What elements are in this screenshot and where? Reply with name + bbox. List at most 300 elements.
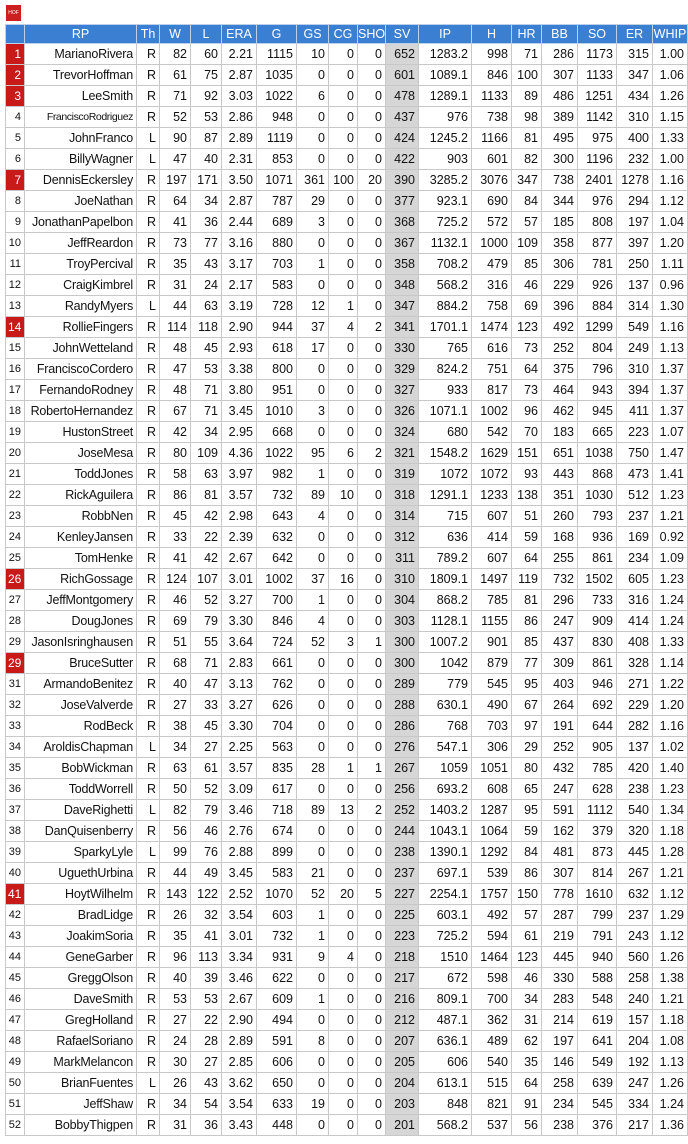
rank-cell: 51 [6, 1094, 25, 1115]
home-runs-cell: 109 [512, 233, 542, 254]
wins-cell: 124 [160, 569, 191, 590]
losses-cell: 53 [191, 359, 222, 380]
pitcher-name: TomHenke [25, 548, 137, 569]
pitcher-name: JoseMesa [25, 443, 137, 464]
innings-pitched-cell: 1289.1 [419, 86, 472, 107]
saves-cell: 204 [386, 1073, 419, 1094]
saves-cell: 225 [386, 905, 419, 926]
hits-cell: 306 [472, 737, 512, 758]
table-row[interactable] [6, 926, 688, 947]
saves-cell: 311 [386, 548, 419, 569]
header-gs[interactable]: GS [297, 25, 329, 44]
header-w[interactable]: W [160, 25, 191, 44]
pitcher-name: ArmandoBenitez [25, 674, 137, 695]
games-started-cell: 17 [297, 338, 329, 359]
rank-cell: 17 [6, 380, 25, 401]
era-cell: 3.13 [222, 674, 257, 695]
wins-cell: 52 [160, 107, 191, 128]
table-row[interactable] [6, 800, 688, 821]
wins-cell: 41 [160, 212, 191, 233]
walks-cell: 219 [542, 926, 578, 947]
innings-pitched-cell: 547.1 [419, 737, 472, 758]
earned-runs-cell: 314 [617, 296, 653, 317]
saves-cell: 223 [386, 926, 419, 947]
home-runs-cell: 56 [512, 1115, 542, 1136]
earned-runs-cell: 605 [617, 569, 653, 590]
hits-cell: 489 [472, 1031, 512, 1052]
complete-games-cell: 0 [329, 359, 358, 380]
complete-games-cell: 0 [329, 905, 358, 926]
header-rp[interactable]: RP [25, 25, 137, 44]
table-row[interactable] [6, 128, 688, 149]
games-cell: 674 [257, 821, 297, 842]
table-row[interactable] [6, 1052, 688, 1073]
strikeouts-cell: 861 [578, 653, 617, 674]
era-cell: 2.85 [222, 1052, 257, 1073]
table-row[interactable] [6, 674, 688, 695]
throws-cell: R [137, 212, 160, 233]
innings-pitched-cell: 1042 [419, 653, 472, 674]
games-started-cell: 0 [297, 1010, 329, 1031]
hits-cell: 846 [472, 65, 512, 86]
wins-cell: 40 [160, 674, 191, 695]
losses-cell: 22 [191, 1010, 222, 1031]
rank-cell: 49 [6, 1052, 25, 1073]
saves-cell: 310 [386, 569, 419, 590]
hits-cell: 316 [472, 275, 512, 296]
losses-cell: 61 [191, 758, 222, 779]
losses-cell: 81 [191, 485, 222, 506]
games-started-cell: 9 [297, 947, 329, 968]
complete-games-cell: 0 [329, 737, 358, 758]
header-rank[interactable] [6, 25, 25, 44]
table-row[interactable] [6, 779, 688, 800]
games-started-cell: 0 [297, 653, 329, 674]
shutouts-cell: 0 [358, 737, 386, 758]
header-sho[interactable]: SHO [358, 25, 386, 44]
era-cell: 3.09 [222, 779, 257, 800]
complete-games-cell: 0 [329, 821, 358, 842]
era-cell: 2.67 [222, 989, 257, 1010]
shutouts-cell: 0 [358, 947, 386, 968]
table-row[interactable] [6, 254, 688, 275]
table-row[interactable] [6, 569, 688, 590]
table-row[interactable] [6, 485, 688, 506]
whip-cell: 1.30 [653, 296, 688, 317]
hits-cell: 1072 [472, 464, 512, 485]
table-row[interactable] [6, 842, 688, 863]
earned-runs-cell: 237 [617, 506, 653, 527]
header-era[interactable]: ERA [222, 25, 257, 44]
whip-cell: 1.38 [653, 968, 688, 989]
saves-cell: 216 [386, 989, 419, 1010]
table-row[interactable] [6, 401, 688, 422]
rank-cell: 7 [6, 170, 25, 191]
whip-cell: 1.18 [653, 1010, 688, 1031]
table-row[interactable] [6, 170, 688, 191]
hits-cell: 542 [472, 422, 512, 443]
losses-cell: 76 [191, 842, 222, 863]
shutouts-cell: 20 [358, 170, 386, 191]
shutouts-cell: 0 [358, 212, 386, 233]
table-row[interactable] [6, 695, 688, 716]
throws-cell: R [137, 380, 160, 401]
strikeouts-cell: 936 [578, 527, 617, 548]
table-row[interactable] [6, 233, 688, 254]
games-started-cell: 37 [297, 317, 329, 338]
header-bb[interactable]: BB [542, 25, 578, 44]
strikeouts-cell: 975 [578, 128, 617, 149]
header-g[interactable]: G [257, 25, 297, 44]
wins-cell: 38 [160, 716, 191, 737]
rank-cell: 20 [6, 443, 25, 464]
complete-games-cell: 0 [329, 380, 358, 401]
table-row[interactable] [6, 86, 688, 107]
whip-cell: 1.09 [653, 548, 688, 569]
wins-cell: 34 [160, 1094, 191, 1115]
home-runs-cell: 84 [512, 842, 542, 863]
innings-pitched-cell: 809.1 [419, 989, 472, 1010]
header-cg[interactable]: CG [329, 25, 358, 44]
innings-pitched-cell: 824.2 [419, 359, 472, 380]
complete-games-cell: 1 [329, 758, 358, 779]
losses-cell: 63 [191, 296, 222, 317]
header-h[interactable]: H [472, 25, 512, 44]
innings-pitched-cell: 693.2 [419, 779, 472, 800]
table-row[interactable] [6, 548, 688, 569]
header-sv[interactable]: SV [386, 25, 419, 44]
era-cell: 2.76 [222, 821, 257, 842]
era-cell: 2.87 [222, 65, 257, 86]
hits-cell: 479 [472, 254, 512, 275]
wins-cell: 99 [160, 842, 191, 863]
table-row[interactable] [6, 1094, 688, 1115]
rank-cell: 15 [6, 338, 25, 359]
home-runs-cell: 59 [512, 821, 542, 842]
strikeouts-cell: 379 [578, 821, 617, 842]
table-row[interactable] [6, 1115, 688, 1136]
rank-cell: 31 [6, 674, 25, 695]
games-started-cell: 1 [297, 989, 329, 1010]
innings-pitched-cell: 1548.2 [419, 443, 472, 464]
table-row[interactable] [6, 758, 688, 779]
games-started-cell: 0 [297, 128, 329, 149]
table-row[interactable] [6, 359, 688, 380]
earned-runs-cell: 249 [617, 338, 653, 359]
walks-cell: 183 [542, 422, 578, 443]
era-cell: 3.50 [222, 170, 257, 191]
losses-cell: 71 [191, 380, 222, 401]
home-runs-cell: 46 [512, 275, 542, 296]
earned-runs-cell: 411 [617, 401, 653, 422]
header-th[interactable]: Th [137, 25, 160, 44]
era-cell: 3.19 [222, 296, 257, 317]
table-body [6, 44, 688, 1136]
table-row[interactable] [6, 275, 688, 296]
earned-runs-cell: 328 [617, 653, 653, 674]
innings-pitched-cell: 1701.1 [419, 317, 472, 338]
games-cell: 718 [257, 800, 297, 821]
whip-cell: 1.16 [653, 716, 688, 737]
table-row[interactable] [6, 1031, 688, 1052]
table-row[interactable] [6, 884, 688, 905]
games-cell: 787 [257, 191, 297, 212]
header-so[interactable]: SO [578, 25, 617, 44]
header-whip[interactable]: WHIP [653, 25, 688, 44]
wins-cell: 53 [160, 989, 191, 1010]
table-row[interactable] [6, 149, 688, 170]
table-row[interactable] [6, 422, 688, 443]
shutouts-cell: 0 [358, 842, 386, 863]
table-row[interactable] [6, 590, 688, 611]
throws-cell: R [137, 44, 160, 65]
throws-cell: R [137, 422, 160, 443]
earned-runs-cell: 434 [617, 86, 653, 107]
era-cell: 2.44 [222, 212, 257, 233]
table-row[interactable] [6, 443, 688, 464]
table-row[interactable] [6, 380, 688, 401]
home-runs-cell: 151 [512, 443, 542, 464]
games-cell: 1071 [257, 170, 297, 191]
table-row[interactable] [6, 191, 688, 212]
table-row[interactable] [6, 464, 688, 485]
shutouts-cell: 0 [358, 86, 386, 107]
innings-pitched-cell: 923.1 [419, 191, 472, 212]
wins-cell: 143 [160, 884, 191, 905]
innings-pitched-cell: 848 [419, 1094, 472, 1115]
innings-pitched-cell: 708.2 [419, 254, 472, 275]
era-cell: 3.27 [222, 695, 257, 716]
strikeouts-cell: 545 [578, 1094, 617, 1115]
table-row[interactable] [6, 1010, 688, 1031]
innings-pitched-cell: 568.2 [419, 1115, 472, 1136]
home-runs-cell: 73 [512, 338, 542, 359]
earned-runs-cell: 310 [617, 359, 653, 380]
rank-cell: 29 [6, 653, 25, 674]
table-row[interactable] [6, 611, 688, 632]
hits-cell: 703 [472, 716, 512, 737]
throws-cell: L [137, 842, 160, 863]
table-row[interactable] [6, 716, 688, 737]
strikeouts-cell: 1610 [578, 884, 617, 905]
saves-cell: 424 [386, 128, 419, 149]
rank-cell: 27 [6, 590, 25, 611]
wins-cell: 86 [160, 485, 191, 506]
earned-runs-cell: 229 [617, 695, 653, 716]
earned-runs-cell: 414 [617, 611, 653, 632]
hits-cell: 1002 [472, 401, 512, 422]
wins-cell: 30 [160, 1052, 191, 1073]
hits-cell: 821 [472, 1094, 512, 1115]
table-row[interactable] [6, 737, 688, 758]
hits-cell: 785 [472, 590, 512, 611]
walks-cell: 309 [542, 653, 578, 674]
strikeouts-cell: 644 [578, 716, 617, 737]
complete-games-cell: 0 [329, 1031, 358, 1052]
games-cell: 728 [257, 296, 297, 317]
saves-cell: 377 [386, 191, 419, 212]
table-row[interactable] [6, 527, 688, 548]
shutouts-cell: 0 [358, 611, 386, 632]
strikeouts-cell: 791 [578, 926, 617, 947]
rank-cell: 10 [6, 233, 25, 254]
pitcher-name: JohnFranco [25, 128, 137, 149]
pitcher-name: RollieFingers [25, 317, 137, 338]
games-cell: 1002 [257, 569, 297, 590]
complete-games-cell: 0 [329, 842, 358, 863]
walks-cell: 651 [542, 443, 578, 464]
table-row[interactable] [6, 1073, 688, 1094]
table-row[interactable] [6, 821, 688, 842]
saves-cell: 358 [386, 254, 419, 275]
hits-cell: 1000 [472, 233, 512, 254]
complete-games-cell: 0 [329, 590, 358, 611]
throws-cell: R [137, 443, 160, 464]
home-runs-cell: 138 [512, 485, 542, 506]
losses-cell: 118 [191, 317, 222, 338]
rank-cell: 47 [6, 1010, 25, 1031]
games-started-cell: 0 [297, 233, 329, 254]
shutouts-cell: 0 [358, 128, 386, 149]
home-runs-cell: 96 [512, 401, 542, 422]
table-row[interactable] [6, 107, 688, 128]
home-runs-cell: 61 [512, 926, 542, 947]
complete-games-cell: 0 [329, 1115, 358, 1136]
whip-cell: 1.08 [653, 1031, 688, 1052]
innings-pitched-cell: 779 [419, 674, 472, 695]
throws-cell: R [137, 170, 160, 191]
pitcher-name: FranciscoRodriguez [25, 107, 137, 128]
table-row[interactable] [6, 653, 688, 674]
saves-cell: 289 [386, 674, 419, 695]
losses-cell: 27 [191, 1052, 222, 1073]
walks-cell: 481 [542, 842, 578, 863]
pitcher-name: JoseValverde [25, 695, 137, 716]
era-cell: 3.62 [222, 1073, 257, 1094]
throws-cell: L [137, 800, 160, 821]
header-ip[interactable]: IP [419, 25, 472, 44]
games-started-cell: 89 [297, 800, 329, 821]
saves-cell: 422 [386, 149, 419, 170]
walks-cell: 375 [542, 359, 578, 380]
table-row[interactable] [6, 44, 688, 65]
losses-cell: 36 [191, 1115, 222, 1136]
earned-runs-cell: 400 [617, 128, 653, 149]
losses-cell: 53 [191, 989, 222, 1010]
complete-games-cell: 0 [329, 191, 358, 212]
complete-games-cell: 0 [329, 1094, 358, 1115]
era-cell: 2.89 [222, 1031, 257, 1052]
complete-games-cell: 0 [329, 926, 358, 947]
complete-games-cell: 0 [329, 107, 358, 128]
strikeouts-cell: 808 [578, 212, 617, 233]
losses-cell: 40 [191, 149, 222, 170]
saves-cell: 303 [386, 611, 419, 632]
table-row[interactable] [6, 863, 688, 884]
pitcher-name: CraigKimbrel [25, 275, 137, 296]
earned-runs-cell: 243 [617, 926, 653, 947]
walks-cell: 214 [542, 1010, 578, 1031]
innings-pitched-cell: 1245.2 [419, 128, 472, 149]
complete-games-cell: 0 [329, 65, 358, 86]
losses-cell: 45 [191, 716, 222, 737]
earned-runs-cell: 232 [617, 149, 653, 170]
whip-cell: 1.12 [653, 884, 688, 905]
hits-cell: 1133 [472, 86, 512, 107]
pitcher-name: TrevorHoffman [25, 65, 137, 86]
wins-cell: 44 [160, 296, 191, 317]
wins-cell: 34 [160, 737, 191, 758]
games-cell: 1070 [257, 884, 297, 905]
wins-cell: 56 [160, 821, 191, 842]
strikeouts-cell: 639 [578, 1073, 617, 1094]
throws-cell: R [137, 653, 160, 674]
table-row[interactable] [6, 947, 688, 968]
pitcher-name: BrianFuentes [25, 1073, 137, 1094]
pitcher-name: RichGossage [25, 569, 137, 590]
home-runs-cell: 31 [512, 1010, 542, 1031]
era-cell: 3.80 [222, 380, 257, 401]
strikeouts-cell: 1502 [578, 569, 617, 590]
losses-cell: 43 [191, 1073, 222, 1094]
pitcher-name: BobbyThigpen [25, 1115, 137, 1136]
table-row[interactable] [6, 212, 688, 233]
table-row[interactable] [6, 968, 688, 989]
pitcher-name: JoeNathan [25, 191, 137, 212]
table-row[interactable] [6, 632, 688, 653]
walks-cell: 252 [542, 338, 578, 359]
complete-games-cell: 3 [329, 632, 358, 653]
throws-cell: R [137, 275, 160, 296]
whip-cell: 1.14 [653, 653, 688, 674]
table-row[interactable] [6, 296, 688, 317]
header-er[interactable]: ER [617, 25, 653, 44]
whip-cell: 0.96 [653, 275, 688, 296]
throws-cell: R [137, 716, 160, 737]
table-row[interactable] [6, 989, 688, 1010]
header-hr[interactable]: HR [512, 25, 542, 44]
losses-cell: 52 [191, 779, 222, 800]
wins-cell: 197 [160, 170, 191, 191]
header-l[interactable]: L [191, 25, 222, 44]
innings-pitched-cell: 1291.1 [419, 485, 472, 506]
whip-cell: 1.24 [653, 590, 688, 611]
home-runs-cell: 347 [512, 170, 542, 191]
whip-cell: 1.37 [653, 401, 688, 422]
wins-cell: 27 [160, 695, 191, 716]
wins-cell: 71 [160, 86, 191, 107]
table-row[interactable] [6, 905, 688, 926]
rank-cell: 16 [6, 359, 25, 380]
table-row[interactable] [6, 317, 688, 338]
rank-cell: 33 [6, 716, 25, 737]
table-row[interactable] [6, 65, 688, 86]
complete-games-cell: 0 [329, 548, 358, 569]
throws-cell: R [137, 65, 160, 86]
whip-cell: 1.33 [653, 128, 688, 149]
table-row[interactable] [6, 338, 688, 359]
table-row[interactable] [6, 506, 688, 527]
home-runs-cell: 77 [512, 653, 542, 674]
complete-games-cell: 0 [329, 653, 358, 674]
pitcher-name: TroyPercival [25, 254, 137, 275]
saves-cell: 437 [386, 107, 419, 128]
games-cell: 583 [257, 863, 297, 884]
relief-pitcher-table [5, 24, 688, 1136]
walks-cell: 396 [542, 296, 578, 317]
rank-cell: 1 [6, 44, 25, 65]
home-runs-cell: 95 [512, 800, 542, 821]
